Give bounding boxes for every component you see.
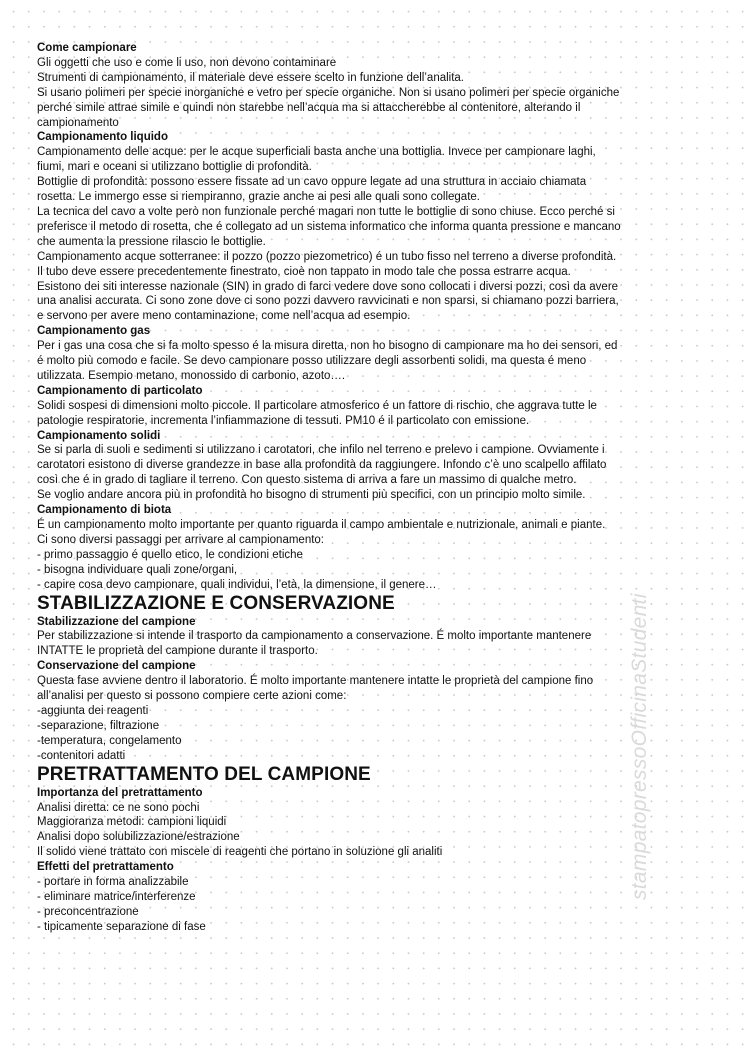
paragraph-campionamento-solidi bbox=[37, 443, 705, 503]
text-line: carotatori esistono di diverse grandezze in base alla profondità da raggiungere. Infondo c’è uno scalpello affilato bbox=[37, 459, 607, 472]
paragraph-stabilizzazione bbox=[37, 629, 705, 659]
paragraph-come-campionare bbox=[37, 56, 705, 131]
paragraph-campionamento-particolato bbox=[37, 399, 705, 429]
heading-campionamento-liquido: Campionamento liquido bbox=[37, 131, 168, 144]
heading-campionamento-solidi: Campionamento solidi bbox=[37, 429, 161, 442]
text-line: Se voglio andare ancora più in profondità ho bisogno di strumenti più specifici, con un principio molto simile. bbox=[37, 489, 586, 502]
list-item: -aggiunta dei reagenti bbox=[37, 704, 149, 717]
heading-campionamento-particolato: Campionamento di particolato bbox=[37, 384, 203, 397]
text-line: Per i gas una cosa che si fa molto spesso é la misura diretta, non ho bisogno di campionare ma ho dei sensori, ed bbox=[37, 340, 618, 353]
list-item: - primo passaggio é quello etico, le condizioni etiche bbox=[37, 548, 303, 561]
heading-stabilizzazione-campione: Stabilizzazione del campione bbox=[37, 615, 196, 628]
text-line: é molto più comodo e facile. Se devo campionare posso utilizzare degli assorbenti solidi, ma questa é meno bbox=[37, 355, 587, 368]
paragraph-effetti bbox=[37, 875, 705, 935]
section-title-pretrattamento: PRETRATTAMENTO DEL CAMPIONE bbox=[37, 763, 371, 785]
text-line: Strumenti di campionamento, il materiale deve essere scelto in funzione dell’analita. bbox=[37, 71, 465, 84]
text-line: É un campionamento molto importante per quanto riguarda il campo ambientale e nutrizionale, animali e piante. bbox=[37, 519, 606, 531]
text-line: fiumi, mari e oceani si utilizzano bottiglie di profondità. bbox=[37, 161, 312, 174]
text-line: Maggioranza metodi: campioni liquidi bbox=[37, 816, 227, 829]
text-line: Analisi diretta: ce ne sono pochi bbox=[37, 801, 200, 814]
paragraph-campionamento-biota bbox=[37, 518, 705, 593]
text-line: Per stabilizzazione si intende il trasporto da campionamento a conservazione. É molto importante mantenere bbox=[37, 630, 592, 643]
text-line: Questa fase avviene dentro il laboratorio. É molto importante mantenere intatte le proprietà del campione fino bbox=[37, 675, 594, 688]
text-line: utilizzata. Esempio metano, monossido di carbonio, azoto…. bbox=[37, 369, 346, 382]
text-line: Campionamento delle acque: per le acque superficiali basta anche una bottiglia. Invece per campionare laghi, bbox=[37, 146, 596, 159]
text-line: La tecnica del cavo a volte però non funzionale perché magari non tutte le bottiglie di sono chiuse. Ecco perché si bbox=[37, 205, 615, 218]
watermark-text: stampatopressoOfficinaStudenti bbox=[628, 593, 651, 900]
document-body bbox=[37, 41, 705, 935]
text-line: Se si parla di suoli e sedimenti si utilizzano i carotatori, che infilo nel terreno e prelevo i campione. Ovviamente i bbox=[37, 444, 605, 457]
heading-come-campionare: Come campionare bbox=[37, 42, 137, 54]
text-line: e servono per avere meno contaminazione, come nell’acqua ad esempio. bbox=[37, 310, 411, 323]
heading-effetti-pretrattamento: Effetti del pretrattamento bbox=[37, 861, 174, 874]
text-line: Esistono dei siti interesse nazionale (SIN) in grado di farci vedere dove sono collocati i diversi pozzi, così da avere bbox=[37, 280, 619, 293]
text-line: Ci sono diversi passaggi per arrivare al campionamento: bbox=[37, 533, 325, 546]
list-item: - eliminare matrice/interferenze bbox=[37, 890, 196, 903]
text-line: all’analisi per questo si possono compiere certe azioni come: bbox=[37, 690, 347, 703]
text-line: preferisce il metodo di rosetta, che é collegato ad un sistema informatico che informa quanta pressione e mancano bbox=[37, 220, 621, 233]
text-line: patologie respiratorie, incrementa l’infiammazione di tessuti. PM10 é il particolato con emissione. bbox=[37, 414, 530, 427]
paragraph-campionamento-liquido bbox=[37, 145, 705, 324]
text-line: Il tubo deve essere precedentemente finestrato, cioè non tappato in modo tale che possa estrarre acqua. bbox=[37, 265, 571, 278]
heading-conservazione-campione: Conservazione del campione bbox=[37, 660, 196, 673]
list-item: - bisogna individuare quali zone/organi, bbox=[37, 563, 238, 576]
text-line: Gli oggetti che uso e come li uso, non devono contaminare bbox=[37, 56, 337, 69]
text-line: rosetta. Le immergo esse si riempiranno, grazie anche ai pesi alle quali sono collegate. bbox=[37, 191, 480, 204]
list-item: - capire cosa devo campionare, quali individui, l’età, la dimensione, il genere… bbox=[37, 578, 437, 591]
text-line: una analisi accurata. Ci sono zone dove ci sono pozzi davvero ravvicinati e non sparsi, si chiamano pozzi barriera, bbox=[37, 295, 619, 308]
heading-importanza-pretrattamento: Importanza del pretrattamento bbox=[37, 786, 203, 799]
text-line: perché simile attrae simile e quindi non starebbe nell’acqua ma si attaccherebbe al contenitore, alterando il bbox=[37, 101, 581, 114]
list-item: - tipicamente separazione di fase bbox=[37, 920, 206, 933]
section-title-stabilizzazione: STABILIZZAZIONE E CONSERVAZIONE bbox=[37, 592, 395, 614]
paragraph-campionamento-gas bbox=[37, 339, 705, 384]
list-item: - preconcentrazione bbox=[37, 905, 139, 918]
text-line: Si usano polimeri per specie inorganiche e vetro per specie organiche. Non si usano polimeri per specie organiche bbox=[37, 86, 620, 99]
text-line: che aumenta la pressione rilascio le bottiglie. bbox=[37, 235, 266, 248]
list-item: -separazione, filtrazione bbox=[37, 719, 160, 732]
text-line: Il solido viene trattato con miscele di reagenti che portano in soluzione gli analiti bbox=[37, 846, 443, 859]
text-line: Analisi dopo solubilizzazione/estrazione bbox=[37, 831, 240, 844]
paragraph-conservazione bbox=[37, 674, 705, 763]
paragraph-importanza bbox=[37, 801, 705, 861]
heading-campionamento-gas: Campionamento gas bbox=[37, 325, 151, 338]
text-line: campionamento bbox=[37, 116, 119, 129]
list-item: -temperatura, congelamento bbox=[37, 734, 182, 747]
heading-campionamento-biota: Campionamento di biota bbox=[37, 504, 172, 517]
text-line: INTATTE le proprietà del campione durante il trasporto. bbox=[37, 645, 318, 658]
text-line: Bottiglie di profondità: possono essere fissate ad un cavo oppure legate ad una struttura in acciaio chiamata bbox=[37, 176, 587, 189]
text-line: Solidi sospesi di dimensioni molto piccole. Il particolare atmosferico é un fattore di rischio, che aggrava tutte le bbox=[37, 399, 597, 412]
list-item: - portare in forma analizzabile bbox=[37, 876, 189, 889]
list-item: -contenitori adatti bbox=[37, 749, 126, 762]
text-line: così che é in grado di tagliare il terreno. Con questo sistema di arriva a fare un massimo di qualche metro. bbox=[37, 474, 577, 487]
text-line: Campionamento acque sotterranee: il pozzo (pozzo piezometrico) é un tubo fisso nel terreno a diverse profondità. bbox=[37, 250, 617, 263]
